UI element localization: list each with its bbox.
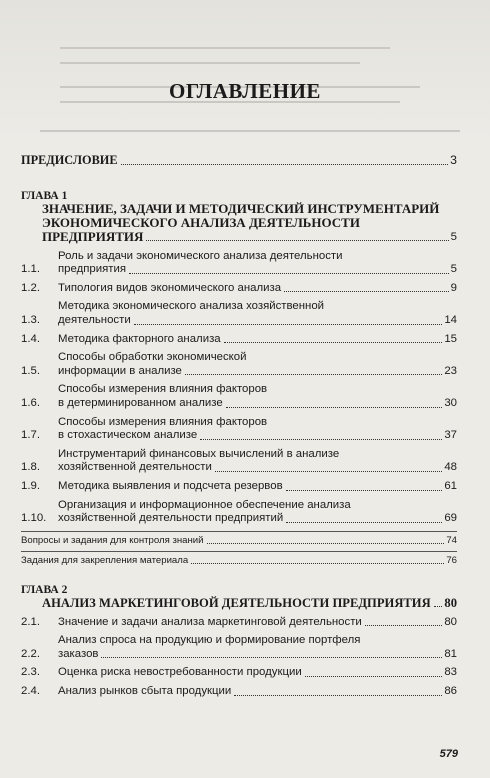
dot-leader	[434, 606, 443, 607]
section-page: 30	[444, 396, 457, 409]
section-title-line: Методика экономического анализа хозяйственной	[58, 300, 325, 313]
toc-section[interactable]	[21, 685, 457, 699]
table-of-contents	[21, 154, 457, 704]
chapter1-title-line: ЗНАЧЕНИЕ, ЗАДАЧИ И МЕТОДИЧЕСКИЙ ИНСТРУМЕНТАРИЙ	[42, 200, 440, 216]
section-title-last: Типология видов экономического анализа	[58, 281, 282, 294]
toc-section[interactable]	[21, 499, 457, 526]
section-number: 1.2.	[21, 281, 40, 294]
chapter1-heading: ГЛАВА 1	[21, 189, 68, 202]
chapter1-title-last: ПРЕДПРИЯТИЯ	[42, 228, 144, 244]
extra-label: Задания для закрепления материала	[21, 554, 189, 566]
section-title-line: Анализ спроса на продукцию и формирование портфеля	[58, 634, 361, 647]
section-number: 1.1.	[21, 263, 40, 276]
section-title-line: Инструментарий финансовых вычислений в анализе	[58, 447, 340, 460]
dot-leader	[286, 490, 443, 491]
section-number: 2.2.	[21, 647, 40, 660]
preface-label: ПРЕДИСЛОВИЕ	[21, 153, 118, 167]
section-title-last: в детерминированном анализе	[58, 396, 223, 409]
toc-section[interactable]	[21, 634, 457, 661]
dot-leader	[286, 522, 442, 523]
toc-section[interactable]	[21, 351, 457, 378]
page-number: 579	[439, 748, 458, 760]
extra-page: 74	[446, 534, 457, 546]
section-title-last: информации в анализе	[58, 364, 182, 377]
section-page: 48	[444, 461, 457, 474]
section-number: 2.4.	[21, 685, 40, 698]
section-title-last: хозяйственной деятельности	[58, 461, 212, 474]
section-title-last: Методика факторного анализа	[58, 332, 221, 345]
section-number: 1.5.	[21, 364, 40, 377]
section-title-last: в стохастическом анализе	[58, 429, 198, 442]
dot-leader	[191, 563, 444, 564]
section-number: 2.1.	[21, 615, 40, 628]
dot-leader	[134, 324, 443, 325]
divider	[21, 531, 457, 532]
dot-leader	[185, 374, 442, 375]
section-number: 1.7.	[21, 429, 40, 442]
toc-preface[interactable]	[21, 154, 457, 168]
section-page: 86	[444, 685, 457, 698]
divider	[21, 551, 457, 552]
section-page: 69	[444, 512, 457, 525]
toc-section[interactable]	[21, 383, 457, 410]
section-page: 37	[444, 429, 457, 442]
toc-section[interactable]	[21, 480, 457, 494]
section-title-line: Способы измерения влияния факторов	[58, 383, 268, 396]
toc-section[interactable]	[21, 250, 457, 277]
toc-section[interactable]	[21, 666, 457, 680]
section-page: 9	[450, 281, 457, 294]
section-number: 1.9.	[21, 479, 40, 492]
section-page: 5	[450, 263, 457, 276]
section-page: 81	[444, 647, 457, 660]
toc-section[interactable]	[21, 300, 457, 327]
dot-leader	[284, 291, 449, 292]
dot-leader	[234, 695, 442, 696]
dot-leader	[215, 471, 443, 472]
section-title-line: Способы измерения влияния факторов	[58, 415, 268, 428]
chapter1-title[interactable]	[21, 202, 457, 244]
dot-leader	[146, 240, 448, 241]
dot-leader	[226, 407, 443, 408]
dot-leader	[224, 342, 443, 343]
bleed-through-area	[0, 0, 490, 140]
section-number: 1.10.	[21, 512, 47, 525]
section-title-line: Способы обработки экономической	[58, 351, 247, 364]
dot-leader	[365, 625, 443, 626]
section-title-last: Оценка риска невостребованности продукции	[58, 666, 302, 679]
toc-section[interactable]	[21, 616, 457, 630]
chapter1-title-line: ЭКОНОМИЧЕСКОГО АНАЛИЗА ДЕЯТЕЛЬНОСТИ	[42, 214, 360, 230]
section-number: 1.3.	[21, 313, 40, 326]
section-title-line: Организация и информационное обеспечение анализа	[58, 498, 351, 511]
section-title-last: Значение и задачи анализа маркетинговой деятельности	[58, 615, 362, 628]
section-page: 14	[444, 313, 457, 326]
dot-leader	[129, 273, 449, 274]
preface-page: 3	[450, 153, 457, 167]
toc-section[interactable]	[21, 333, 457, 347]
section-number: 2.3.	[21, 666, 40, 679]
section-title-last: заказов	[58, 647, 99, 660]
section-page: 15	[444, 332, 457, 345]
toc-section[interactable]	[21, 282, 457, 296]
toc-extra[interactable]	[21, 555, 457, 567]
section-title-line: Роль и задачи экономического анализа деятельности	[58, 249, 343, 262]
dot-leader	[200, 439, 442, 440]
section-number: 1.8.	[21, 461, 40, 474]
toc-extra[interactable]	[21, 535, 457, 547]
toc-section[interactable]	[21, 448, 457, 475]
section-title-last: Методика выявления и подсчета резервов	[58, 479, 283, 492]
dot-leader	[207, 543, 445, 544]
section-title-last: деятельности	[58, 313, 131, 326]
extra-label: Вопросы и задания для контроля знаний	[21, 534, 204, 546]
extra-page: 76	[446, 554, 457, 566]
chapter1-page: 5	[450, 230, 457, 243]
dot-leader	[101, 657, 442, 658]
chapter2-title-text: АНАЛИЗ МАРКЕТИНГОВОЙ ДЕЯТЕЛЬНОСТИ ПРЕДПРИЯТИЯ	[42, 595, 431, 610]
section-page: 61	[444, 479, 457, 492]
section-title-last: Анализ рынков сбыта продукции	[58, 685, 232, 698]
page-title: ОГЛАВЛЕНИЕ	[169, 79, 321, 103]
section-page: 83	[444, 666, 457, 679]
chapter2-page: 80	[444, 595, 457, 610]
chapter2-title[interactable]	[21, 596, 457, 610]
section-number: 1.6.	[21, 396, 40, 409]
dot-leader	[305, 676, 443, 677]
toc-section[interactable]	[21, 416, 457, 443]
chapter2-heading: ГЛАВА 2	[21, 583, 68, 596]
section-page: 80	[444, 615, 457, 628]
section-title-last: хозяйственной деятельности предприятий	[58, 512, 284, 525]
section-title-last: предприятия	[58, 263, 127, 276]
section-page: 23	[444, 364, 457, 377]
section-number: 1.4.	[21, 332, 40, 345]
dot-leader	[121, 164, 449, 165]
